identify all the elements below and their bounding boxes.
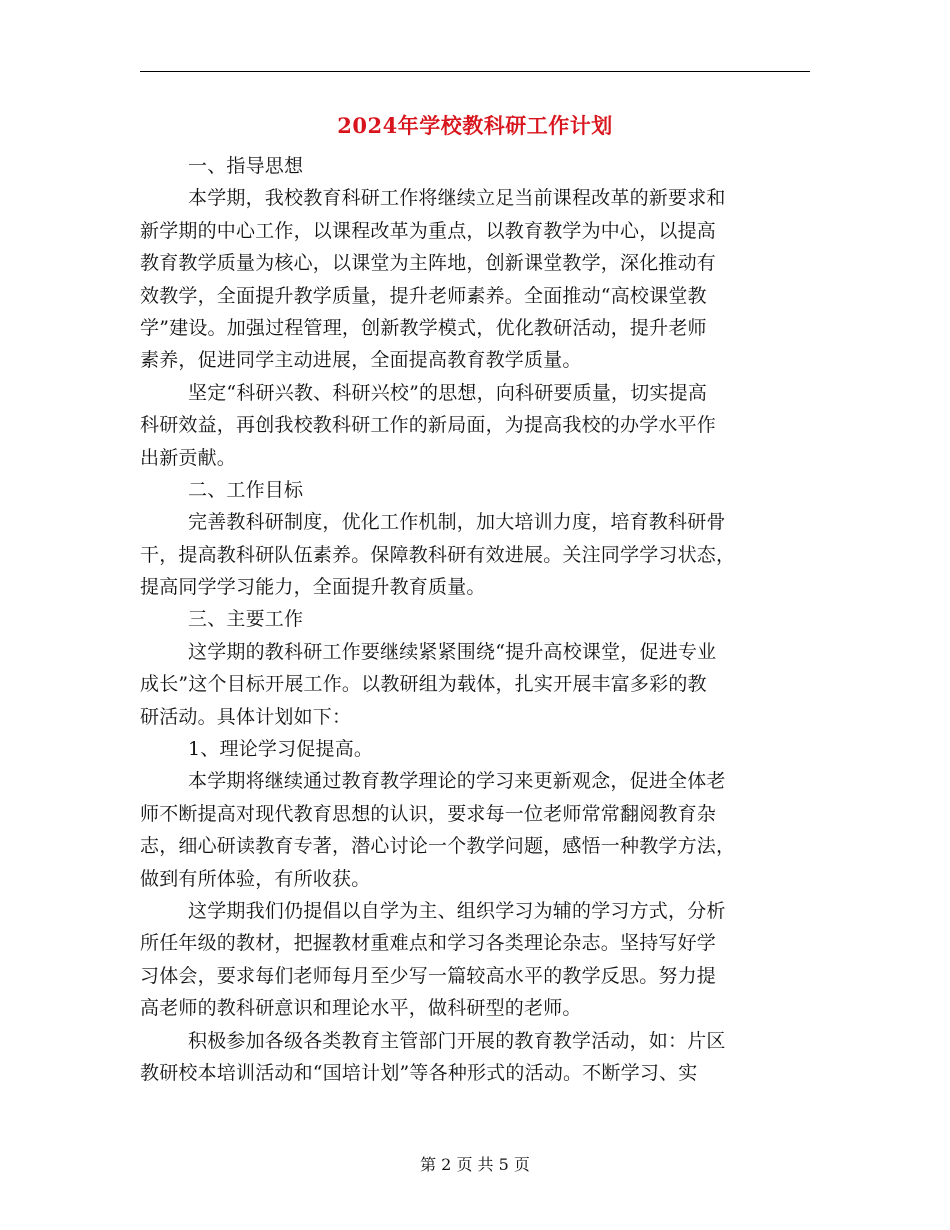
text-line: 素养，促进同学主动进展，全面提高教育教学质量。	[140, 349, 582, 372]
text-line: 效教学，全面提升教学质量，提升老师素养。全面推动“高校课堂教	[140, 284, 707, 307]
text-line: 师不断提高对现代教育思想的认识，要求每一位老师常常翻阅教育杂	[140, 802, 717, 825]
text-line: 积极参加各级各类教育主管部门开展的教育教学活动，如：片区	[188, 1029, 726, 1052]
text-line: 这学期我们仍提倡以自学为主、组织学习为辅的学习方式，分析	[188, 899, 726, 922]
text-line: 习体会，要求每们老师每月至少写一篇较高水平的教学反思。努力提	[140, 964, 717, 987]
text-line: 教育教学质量为核心，以课堂为主阵地，创新课堂教学，深化推动有	[140, 252, 717, 275]
text-line: 本学期将继续通过教育教学理论的学习来更新观念，促进全体老	[188, 770, 726, 793]
page-footer: 第 2 页 共 5 页	[420, 1155, 530, 1174]
text-line: 提高同学学习能力，全面提升教育质量。	[140, 576, 486, 599]
text-line: 坚定“科研兴教、科研兴校”的思想，向科研要质量，切实提高	[188, 381, 708, 404]
text-line: 高老师的教科研意识和理论水平，做科研型的老师。	[140, 997, 582, 1020]
text-line: 所任年级的教材，把握教材重难点和学习各类理论杂志。坚持写好学	[140, 932, 717, 955]
text-line: 出新贡献。	[140, 446, 237, 469]
header-rule	[140, 71, 810, 72]
text-line: 一、指导思想	[188, 155, 304, 177]
text-line: 教研校本培训活动和“国培计划”等各种形式的活动。不断学习、实	[140, 1061, 698, 1084]
text-line: 完善教科研制度，优化工作机制，加大培训力度，培育教科研骨	[188, 511, 726, 534]
text-line: 做到有所体验，有所收获。	[140, 867, 371, 890]
text-line: 干，提高教科研队伍素养。保障教科研有效进展。关注同学学习状态，	[140, 543, 736, 566]
text-line: 新学期的中心工作，以课程改革为重点，以教育教学为中心，以提高	[140, 219, 717, 242]
text-line: 学”建设。加强过程管理，创新教学模式，优化教研活动，提升老师	[140, 316, 707, 339]
text-line: 研活动。具体计划如下：	[140, 705, 352, 728]
text-line: 1、理论学习促提高。	[188, 738, 374, 761]
document-title: 2024年学校教科研工作计划	[337, 113, 613, 138]
text-line: 志，细心研读教育专著，潜心讨论一个教学问题，感悟一种教学方法，	[140, 835, 736, 858]
text-line: 成长”这个目标开展工作。以教研组为载体，扎实开展丰富多彩的教	[140, 673, 707, 696]
document-body	[140, 150, 810, 1089]
text-line: 三、主要工作	[188, 608, 304, 631]
text-line: 二、工作目标	[188, 478, 304, 501]
text-line: 这学期的教科研工作要继续紧紧围绕“提升高校课堂，促进专业	[188, 640, 717, 663]
text-line: 本学期，我校教育科研工作将继续立足当前课程改革的新要求和	[188, 187, 726, 210]
text-line: 科研效益，再创我校教科研工作的新局面，为提高我校的办学水平作	[140, 414, 717, 437]
